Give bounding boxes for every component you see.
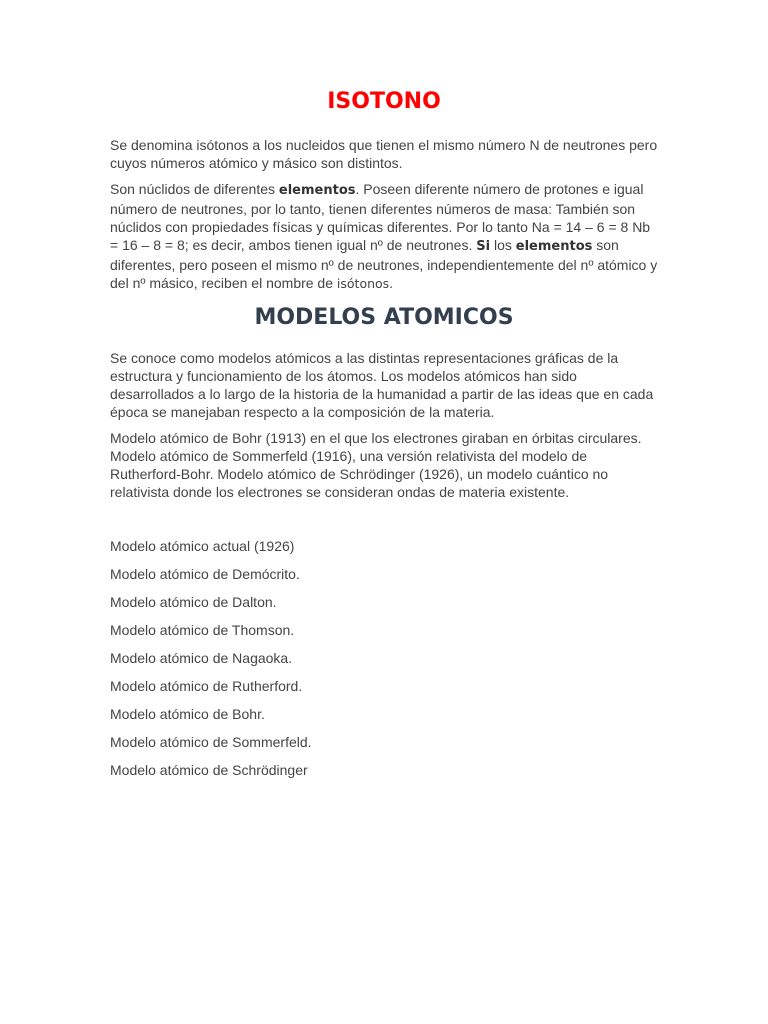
- modelos-atomicos-title: MODELOS ATOMICOS: [254, 305, 514, 330]
- list-item: Modelo atómico de Nagaoka.: [110, 650, 293, 666]
- list-item: Modelo atómico de Thomson.: [110, 622, 295, 638]
- text-segment: Son núclidos de diferentes: [110, 181, 279, 197]
- list-item: Modelo atómico de Sommerfeld.: [110, 734, 312, 750]
- modelos-intro-paragraph: Se conoce como modelos atómicos a las distintas representaciones gráficas de la estructura y funcionamiento de los átomos. Los modelos atómicos han sido desarrollados a lo largo de la historia de la humanidad a partir de las ideas que en cada época se manejaban respecto a la composición de la materia.: [110, 350, 654, 420]
- text-segment-isotonos: isótonos.: [336, 276, 394, 291]
- text-segment: son diferentes, pero poseen el mismo nº de neutrones, independientemente del nº atómico y del nº másico, reciben el nombre de: [110, 237, 658, 291]
- atomic-models-list: [110, 537, 658, 789]
- list-item: Modelo atómico actual (1926): [110, 538, 295, 554]
- isotono-details-paragraph: [110, 180, 658, 293]
- bold-term-si: Si: [476, 239, 491, 254]
- text-segment: . Poseen diferente número de protones e igual número de neutrones, por lo tanto, tienen diferentes números de masa: También son núclidos con propiedades físicas y químicas diferentes. Por lo tanto Na = 14 – 6 = 8 Nb = 16 – 8 = 8; es decir, ambos tienen igual nº de neutrones.: [110, 181, 651, 253]
- bold-term-elementos: elementos: [278, 183, 356, 198]
- list-item: Modelo atómico de Schrödinger: [110, 762, 308, 778]
- text-segment: los: [490, 237, 516, 253]
- isotono-title: ISOTONO: [327, 89, 441, 114]
- modelos-history-paragraph: Modelo atómico de Bohr (1913) en el que los electrones giraban en órbitas circulares. Modelo atómico de Sommerfeld (1916), una versión relativista del modelo de Rutherford-Bohr. Modelo atómico de Schrödinger (1926), un modelo cuántico no relativista donde los electrones se consideran ondas de materia existente.: [110, 430, 642, 500]
- list-item: Modelo atómico de Demócrito.: [110, 566, 300, 582]
- list-item: Modelo atómico de Dalton.: [110, 594, 277, 610]
- bold-term-elementos: elementos: [515, 239, 593, 254]
- document-page: [110, 88, 658, 789]
- list-item: Modelo atómico de Rutherford.: [110, 678, 303, 694]
- list-item: Modelo atómico de Bohr.: [110, 706, 265, 722]
- isotono-definition-paragraph: Se denomina isótonos a los nucleidos que tienen el mismo número N de neutrones pero cuyos números atómico y másico son distintos.: [110, 137, 658, 171]
